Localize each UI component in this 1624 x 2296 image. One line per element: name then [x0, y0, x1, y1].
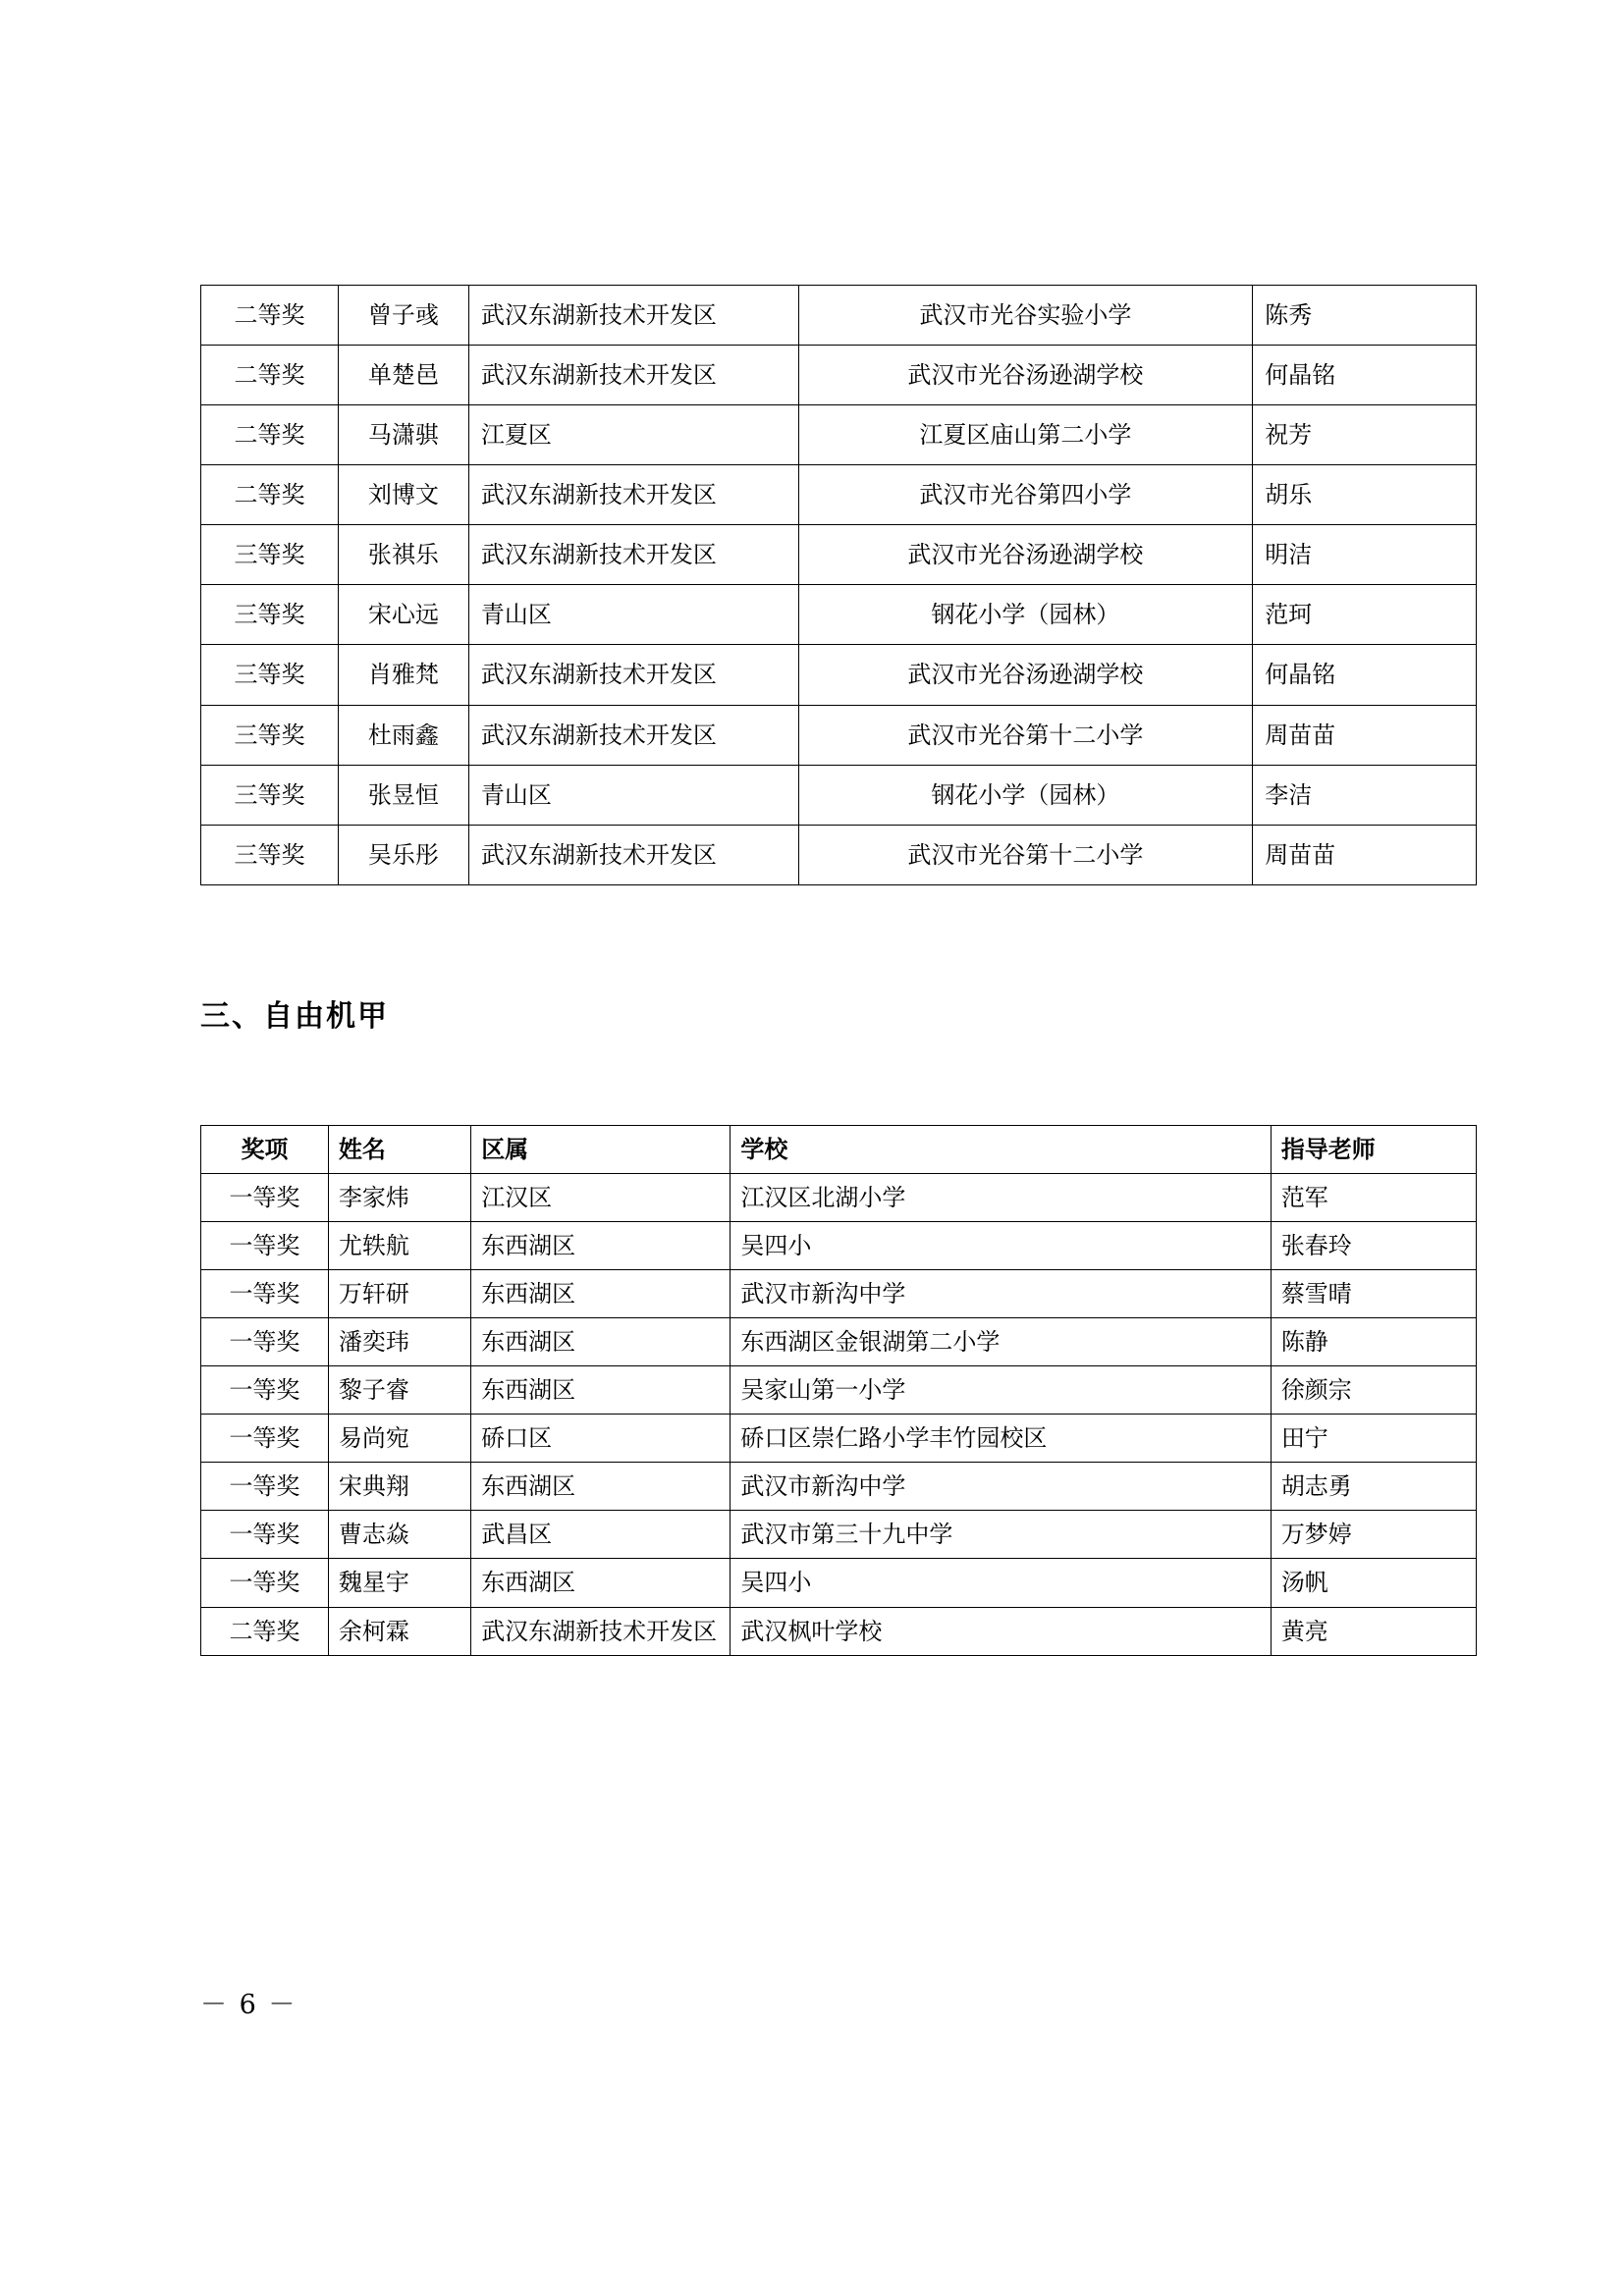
district-cell: 东西湖区 — [471, 1221, 731, 1269]
teacher-cell: 何晶铭 — [1253, 645, 1477, 705]
table2-body — [201, 1173, 1477, 1655]
award-cell: 二等奖 — [201, 405, 339, 465]
teacher-cell: 黄亮 — [1271, 1607, 1476, 1655]
teacher-cell: 陈静 — [1271, 1318, 1476, 1366]
teacher-cell: 汤帆 — [1271, 1559, 1476, 1607]
name-cell: 曹志焱 — [328, 1511, 470, 1559]
table-row — [201, 585, 1477, 645]
school-cell: 武汉市光谷实验小学 — [798, 286, 1253, 346]
table2-header — [201, 1125, 1477, 1173]
school-cell: 武汉市新沟中学 — [731, 1463, 1271, 1511]
district-cell: 江夏区 — [468, 405, 798, 465]
award-cell: 二等奖 — [201, 346, 339, 405]
district-cell: 硚口区 — [471, 1415, 731, 1463]
teacher-cell: 蔡雪晴 — [1271, 1270, 1476, 1318]
school-cell: 吴四小 — [731, 1221, 1271, 1269]
district-cell: 武汉东湖新技术开发区 — [468, 286, 798, 346]
school-cell: 武汉市光谷第十二小学 — [798, 705, 1253, 765]
spacer — [200, 1035, 1467, 1125]
award-cell: 一等奖 — [201, 1559, 329, 1607]
name-cell: 曾子彧 — [338, 286, 468, 346]
teacher-cell: 明洁 — [1253, 525, 1477, 585]
award-cell: 一等奖 — [201, 1511, 329, 1559]
page-number: － 6 － — [200, 1990, 298, 2020]
district-cell: 东西湖区 — [471, 1463, 731, 1511]
name-cell: 易尚宛 — [328, 1415, 470, 1463]
district-cell: 青山区 — [468, 585, 798, 645]
name-cell: 肖雅梵 — [338, 645, 468, 705]
district-cell: 东西湖区 — [471, 1318, 731, 1366]
district-cell: 武汉东湖新技术开发区 — [468, 465, 798, 525]
teacher-cell: 万梦婷 — [1271, 1511, 1476, 1559]
name-cell: 马潇骐 — [338, 405, 468, 465]
award-cell: 二等奖 — [201, 286, 339, 346]
table-row — [201, 1318, 1477, 1366]
district-cell: 武汉东湖新技术开发区 — [468, 705, 798, 765]
name-cell: 魏星宇 — [328, 1559, 470, 1607]
table-row — [201, 1366, 1477, 1415]
table-row — [201, 1221, 1477, 1269]
name-cell: 刘博文 — [338, 465, 468, 525]
school-cell: 东西湖区金银湖第二小学 — [731, 1318, 1271, 1366]
award-cell: 一等奖 — [201, 1318, 329, 1366]
district-cell: 东西湖区 — [471, 1270, 731, 1318]
name-cell: 单楚邑 — [338, 346, 468, 405]
award-cell: 一等奖 — [201, 1221, 329, 1269]
table-row — [201, 1607, 1477, 1655]
district-cell: 武汉东湖新技术开发区 — [468, 825, 798, 884]
school-cell: 武汉市第三十九中学 — [731, 1511, 1271, 1559]
name-cell: 张祺乐 — [338, 525, 468, 585]
district-cell: 武汉东湖新技术开发区 — [468, 346, 798, 405]
award-cell: 一等奖 — [201, 1173, 329, 1221]
school-cell: 武汉市光谷汤逊湖学校 — [798, 645, 1253, 705]
table-row — [201, 286, 1477, 346]
column-header-name: 姓名 — [328, 1125, 470, 1173]
school-cell: 江夏区庙山第二小学 — [798, 405, 1253, 465]
teacher-cell: 李洁 — [1253, 765, 1477, 825]
table-row — [201, 765, 1477, 825]
teacher-cell: 范珂 — [1253, 585, 1477, 645]
district-cell: 青山区 — [468, 765, 798, 825]
award-cell: 一等奖 — [201, 1366, 329, 1415]
column-header-teacher: 指导老师 — [1271, 1125, 1476, 1173]
name-cell: 宋典翔 — [328, 1463, 470, 1511]
name-cell: 吴乐彤 — [338, 825, 468, 884]
school-cell: 武汉市光谷第十二小学 — [798, 825, 1253, 884]
teacher-cell: 田宁 — [1271, 1415, 1476, 1463]
name-cell: 万轩研 — [328, 1270, 470, 1318]
award-cell: 三等奖 — [201, 645, 339, 705]
name-cell: 黎子睿 — [328, 1366, 470, 1415]
name-cell: 宋心远 — [338, 585, 468, 645]
teacher-cell: 胡乐 — [1253, 465, 1477, 525]
award-cell: 一等奖 — [201, 1270, 329, 1318]
district-cell: 武汉东湖新技术开发区 — [468, 525, 798, 585]
award-cell: 三等奖 — [201, 765, 339, 825]
district-cell: 武汉东湖新技术开发区 — [471, 1607, 731, 1655]
column-header-district: 区属 — [471, 1125, 731, 1173]
district-cell: 武昌区 — [471, 1511, 731, 1559]
free-mecha-awards-table — [200, 1125, 1477, 1656]
table-row — [201, 1173, 1477, 1221]
teacher-cell: 陈秀 — [1253, 286, 1477, 346]
table-row — [201, 1270, 1477, 1318]
district-cell: 江汉区 — [471, 1173, 731, 1221]
table-row — [201, 405, 1477, 465]
table-header-row — [201, 1125, 1477, 1173]
teacher-cell: 胡志勇 — [1271, 1463, 1476, 1511]
page-content — [200, 285, 1467, 1656]
teacher-cell: 周苗苗 — [1253, 705, 1477, 765]
award-cell: 三等奖 — [201, 585, 339, 645]
teacher-cell: 徐颜宗 — [1271, 1366, 1476, 1415]
teacher-cell: 张春玲 — [1271, 1221, 1476, 1269]
table-row — [201, 1415, 1477, 1463]
teacher-cell: 周苗苗 — [1253, 825, 1477, 884]
school-cell: 吴家山第一小学 — [731, 1366, 1271, 1415]
school-cell: 钢花小学（园林） — [798, 585, 1253, 645]
school-cell: 武汉市光谷汤逊湖学校 — [798, 346, 1253, 405]
award-cell: 一等奖 — [201, 1463, 329, 1511]
column-header-award: 奖项 — [201, 1125, 329, 1173]
school-cell: 硚口区崇仁路小学丰竹园校区 — [731, 1415, 1271, 1463]
award-cell: 三等奖 — [201, 525, 339, 585]
awards-table-continued — [200, 285, 1477, 885]
name-cell: 杜雨鑫 — [338, 705, 468, 765]
column-header-school: 学校 — [731, 1125, 1271, 1173]
table-row — [201, 465, 1477, 525]
table-row — [201, 1511, 1477, 1559]
name-cell: 潘奕玮 — [328, 1318, 470, 1366]
school-cell: 武汉市光谷第四小学 — [798, 465, 1253, 525]
teacher-cell: 何晶铭 — [1253, 346, 1477, 405]
name-cell: 余柯霖 — [328, 1607, 470, 1655]
award-cell: 三等奖 — [201, 825, 339, 884]
section-heading: 三、自由机甲 — [200, 998, 389, 1034]
name-cell: 张昱恒 — [338, 765, 468, 825]
table-row — [201, 1559, 1477, 1607]
school-cell: 江汉区北湖小学 — [731, 1173, 1271, 1221]
table1-body — [201, 286, 1477, 885]
table-row — [201, 705, 1477, 765]
award-cell: 二等奖 — [201, 1607, 329, 1655]
table-row — [201, 645, 1477, 705]
table-row — [201, 825, 1477, 884]
school-cell: 吴四小 — [731, 1559, 1271, 1607]
school-cell: 钢花小学（园林） — [798, 765, 1253, 825]
district-cell: 武汉东湖新技术开发区 — [468, 645, 798, 705]
award-cell: 三等奖 — [201, 705, 339, 765]
teacher-cell: 范军 — [1271, 1173, 1476, 1221]
name-cell: 尤轶航 — [328, 1221, 470, 1269]
school-cell: 武汉枫叶学校 — [731, 1607, 1271, 1655]
district-cell: 东西湖区 — [471, 1559, 731, 1607]
table-row — [201, 1463, 1477, 1511]
award-cell: 二等奖 — [201, 465, 339, 525]
table-row — [201, 346, 1477, 405]
school-cell: 武汉市光谷汤逊湖学校 — [798, 525, 1253, 585]
district-cell: 东西湖区 — [471, 1366, 731, 1415]
table-row — [201, 525, 1477, 585]
name-cell: 李家炜 — [328, 1173, 470, 1221]
teacher-cell: 祝芳 — [1253, 405, 1477, 465]
school-cell: 武汉市新沟中学 — [731, 1270, 1271, 1318]
spacer — [200, 885, 1467, 991]
award-cell: 一等奖 — [201, 1415, 329, 1463]
